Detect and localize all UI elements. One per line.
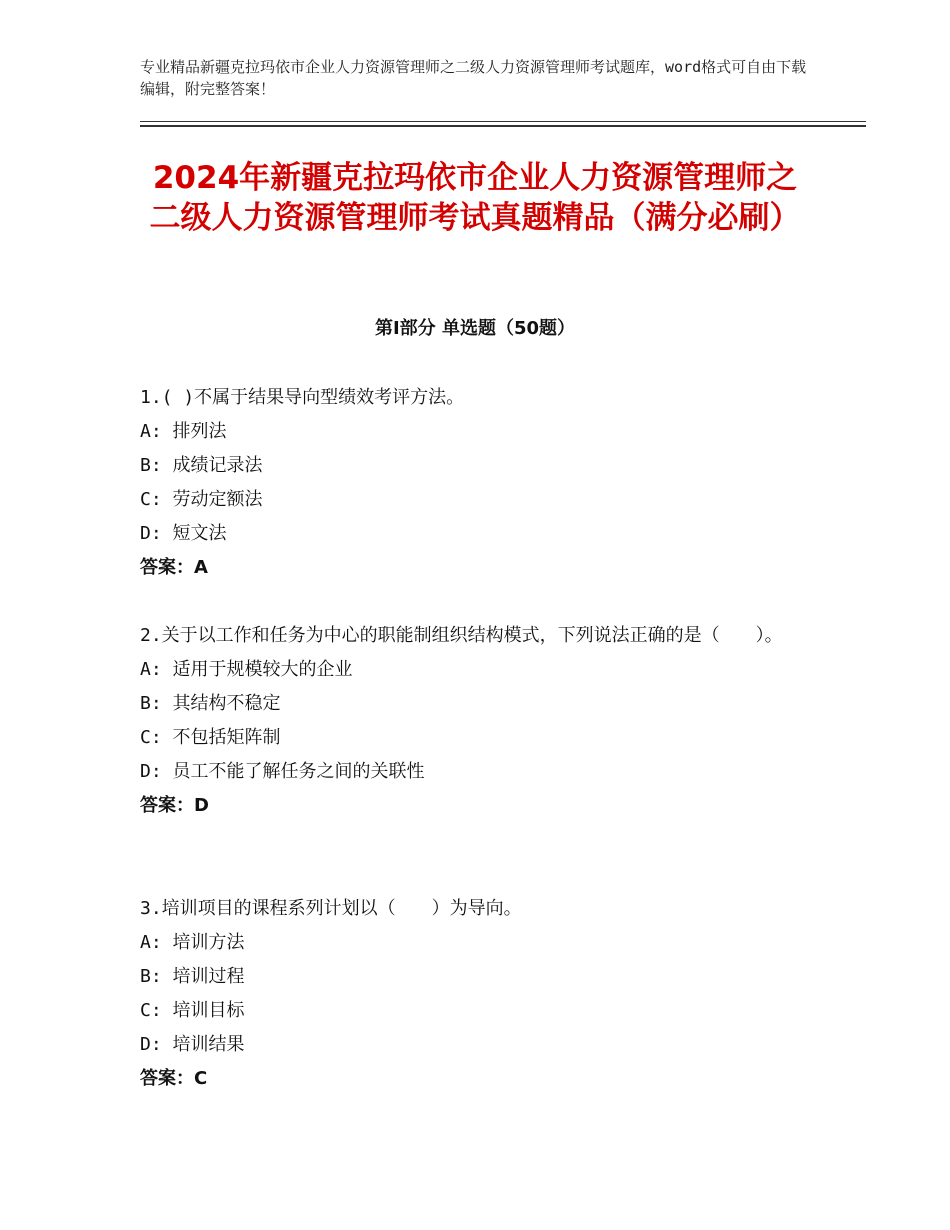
document-title: 2024年新疆克拉玛依市企业人力资源管理师之二级人力资源管理师考试真题精品（满分必刷） [149, 160, 801, 236]
option-a: A: 排列法 [140, 421, 227, 442]
header-divider-thick [140, 125, 866, 127]
question-stem: 3.培训项目的课程系列计划以（ ）为导向。 [140, 898, 522, 919]
header-divider-thin [140, 121, 866, 122]
question-1 [140, 381, 810, 585]
question-stem: 1.( )不属于结果导向型绩效考评方法。 [140, 387, 465, 408]
option-b: B: 成绩记录法 [140, 455, 263, 476]
option-c: C: 培训目标 [140, 1000, 245, 1021]
option-a: A: 适用于规模较大的企业 [140, 659, 353, 680]
answer: 答案：C [140, 1068, 208, 1089]
question-stem: 2.关于以工作和任务为中心的职能制组织结构模式，下列说法正确的是（ ）。 [140, 625, 783, 646]
option-a: A: 培训方法 [140, 932, 245, 953]
option-d: D: 培训结果 [140, 1034, 245, 1055]
option-d: D: 短文法 [140, 523, 227, 544]
option-b: B: 其结构不稳定 [140, 693, 281, 714]
section-heading: 第Ⅰ部分 单选题（50题） [374, 318, 575, 339]
header-note: 专业精品新疆克拉玛依市企业人力资源管理师之二级人力资源管理师考试题库，word格式可自由下载编辑，附完整答案！ [140, 58, 807, 98]
option-b: B: 培训过程 [140, 966, 245, 987]
question-3 [140, 892, 810, 1096]
option-d: D: 员工不能了解任务之间的关联性 [140, 761, 425, 782]
option-c: C: 不包括矩阵制 [140, 727, 281, 748]
question-2 [140, 619, 810, 823]
answer: 答案：A [140, 557, 208, 578]
answer: 答案：D [140, 795, 209, 816]
option-c: C: 劳动定额法 [140, 489, 263, 510]
